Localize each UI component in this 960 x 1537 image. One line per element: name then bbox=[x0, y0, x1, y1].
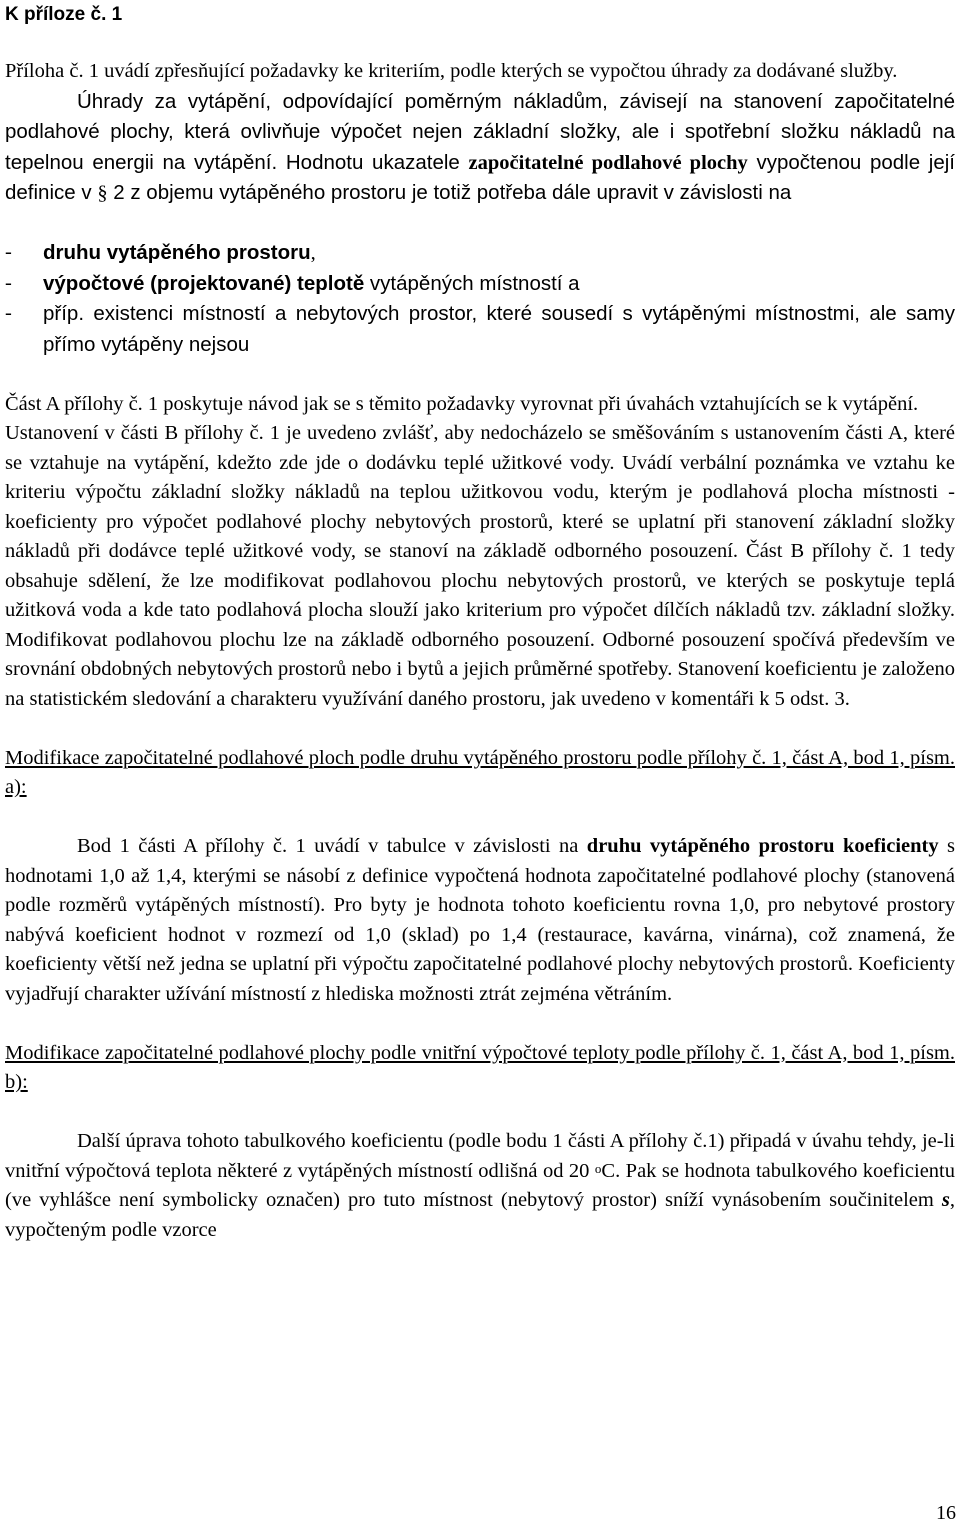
section-a-part2: s hodnotami 1,0 až 1,4, kterými se násobí z definice vypočtená hodnota započitatelné podlahové plochy (stanovená podle rozměrů vytápěných místností). Pro byty je hodnota tohoto koeficientu rovna 1,0, pro nebytové prostory nabývá koeficient hodnot v rozmezí od 1,0 (sklad) po 1,4 (restaurace, kavárna, vinárna), což znamená, že koeficienty větší než jedna se uplatní při výpočtu započitatelné podlahové plochy nebytových prostorů. Koeficienty vyjadřují charakter užívání místností z hlediska možnosti ztrát zejména větráním. bbox=[5, 835, 955, 1005]
section-b-part2: C. Pak se hodnota tabulkového koeficientu (ve vyhlášce není symbolicky označen) pro tuto místnost (nebytový prostor) sníží vynásobením součinitelem bbox=[5, 1159, 955, 1211]
paragraph-part-a: Část A přílohy č. 1 poskytuje návod jak se s těmito požadavky vyrovnat při úvahách vztahujících se k vytápění. bbox=[5, 392, 919, 415]
list-item-bold: výpočtové (projektované) teplotě bbox=[43, 271, 365, 295]
para1-part3: vypočtenou podle její definice v bbox=[5, 150, 956, 204]
section-b-title: Modifikace započitatelné podlahové plochy podle vnitřní výpočtové teploty podle přílohy č. 1, část A, bod 1, písm. b): bbox=[5, 1041, 955, 1093]
para1-part2: Hodnotu ukazatele bbox=[285, 150, 469, 174]
para1-part1: Úhrady za vytápění, odpovídající poměrným nákladům, závisejí na stanovení započitatelné podlahové plochy, která ovlivňuje výpočet nejen základní složky, ale i spotřební složku nákladů na tepelnou energii na vytápění. bbox=[5, 89, 955, 174]
intro-paragraph: Příloha č. 1 uvádí zpřesňující požadavky ke kriteriím, podle kterých se vypočtou úhrady za dodávané služby. bbox=[5, 60, 898, 82]
page-number: 16 bbox=[936, 1502, 956, 1524]
list-item-rest: , bbox=[310, 242, 316, 264]
list-dash: - bbox=[5, 302, 12, 324]
spacer bbox=[5, 714, 955, 744]
para1-bold-term: započitatelné podlahové plochy bbox=[468, 151, 748, 174]
degree-superscript: o bbox=[594, 1160, 602, 1176]
section-a-part1: Bod 1 části A přílohy č. 1 uvádí v tabulce v závislosti na bbox=[77, 835, 587, 857]
page-heading: K příloze č. 1 bbox=[5, 4, 123, 25]
paragraph-heating-costs bbox=[5, 87, 955, 209]
spacer bbox=[5, 1098, 955, 1128]
list-dash: - bbox=[5, 271, 12, 294]
list-item-rest: vytápěných místností a bbox=[364, 271, 580, 295]
document-body bbox=[5, 57, 955, 1245]
section-a-paragraph bbox=[5, 832, 955, 1009]
spacer bbox=[5, 803, 955, 833]
criteria-list bbox=[5, 238, 955, 360]
list-item bbox=[5, 269, 955, 300]
section-b-part3: , vypočteným podle vzorce bbox=[5, 1189, 955, 1241]
list-item bbox=[5, 299, 955, 360]
section-symbol: § bbox=[97, 182, 108, 204]
spacer bbox=[5, 1009, 955, 1039]
list-item-bold: druhu vytápěného prostoru bbox=[43, 241, 311, 264]
para1-part4: 2 z objemu vytápěného prostoru je totiž potřeba dále upravit v závislosti na bbox=[107, 181, 792, 204]
section-b-paragraph bbox=[5, 1127, 955, 1245]
list-item bbox=[5, 238, 955, 269]
spacer bbox=[5, 209, 955, 239]
paragraph-part-b: Ustanovení v části B přílohy č. 1 je uvedeno zvlášť, aby nedocházelo se směšováním s ustanovením části A, které se vztahuje na vytápění, kdežto zde jde o dodávku teplé užitkové vody. Uvádí verbální poznámka ve vztahu ke kriteriu výpočtu základní složky nákladů na teplou užitkovou vodu, kterým je podlahová plocha místnosti - koeficienty pro výpočet podlahové plochy nebytových prostorů, které se uplatní při stanovení základní složky nákladů při dodávce teplé užitkové vody, se stanoví na základě odborného posouzení. Část B přílohy č. 1 tedy obsahuje sdělení, že lze modifikovat podlahovou plochu nebytových prostorů, ve kterých se poskytuje teplá užitková voda a kde tato podlahová plocha slouží jako kriterium pro výpočet dílčích nákladů tzv. základní složky. Modifikovat podlahovou plochu lze na základě odborného posouzení. Odborné posouzení spočívá především ve srovnání obdobných nebytových prostorů nebo i bytů a jejich průměrné spotřeby. Stanovení koeficientu je založeno na statistickém sledování a charakteru využívání daného prostoru, jak uvedeno v komentáři k 5 odst. 3. bbox=[5, 422, 955, 710]
section-b-part1: Další úprava tohoto tabulkového koeficientu (podle bodu 1 části A přílohy č.1) připadá v úvahu tehdy, je-li vnitřní výpočtová teplota některé z vytápěných místností odlišná od 20 bbox=[5, 1130, 955, 1182]
section-a-title: Modifikace započitatelné podlahové ploch podle druhu vytápěného prostoru podle přílohy č. 1, část A, bod 1, písm. a): bbox=[5, 746, 955, 798]
list-dash: - bbox=[5, 241, 12, 263]
spacer bbox=[5, 360, 955, 390]
list-item-rest: příp. existenci místností a nebytových prostor, které sousedí s vytápěnými místnostmi, ale samy přímo vytápěny nejsou bbox=[43, 302, 955, 356]
section-a-bold-term: druhu vytápěného prostoru koeficienty bbox=[586, 835, 939, 857]
coefficient-symbol: s bbox=[941, 1189, 950, 1211]
